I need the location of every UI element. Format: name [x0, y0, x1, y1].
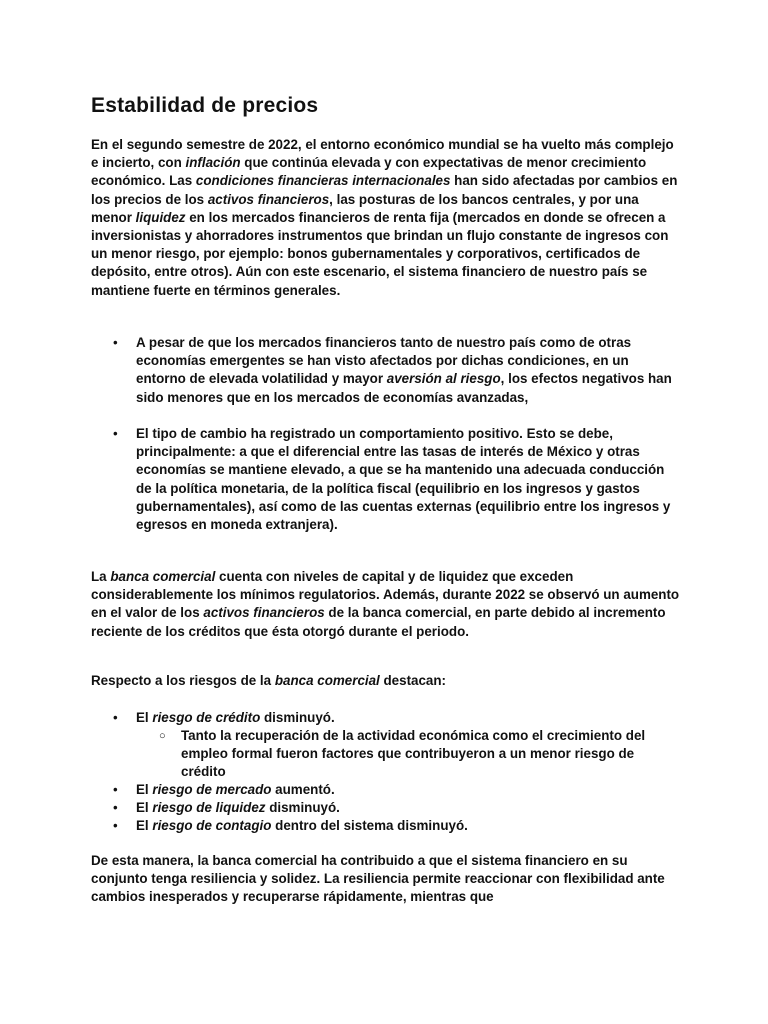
text-run: de la banca comercial, en parte debido al incremento reciente de los créditos que ésta otorgó durante el periodo. — [91, 605, 666, 639]
list-item-tipo-de-cambio: El tipo de cambio ha registrado un comportamiento positivo. Esto se debe, principalmente: a que el diferencial entre las tasas de interés de México y otras economías se mantiene elevado, a que se ha mantenido una adecuada conducción de la política monetaria, de la política fiscal (equilibrio en los ingresos y gastos gubernamentales), así como de las cuentas externas (equilibrio entre los ingresos y egresos en moneda extranjera). — [136, 426, 671, 533]
term-banca-comercial: banca comercial — [274, 673, 380, 688]
text-run: , los efectos negativos han sido menores que en los mercados de economías avanzadas, — [136, 371, 672, 405]
text-run: en los mercados financieros de renta fija (mercados en donde se ofrecen a inversionistas y ahorradores instrumentos que brindan un flujo constante de ingresos con un menor riesgo, por ejemplo: bonos gubernamentales y corporativos, certificados de depósito, entre otros). Aún con este escenario, el sistema financiero de nuestro país se mantiene fuerte en términos generales. — [91, 209, 669, 298]
text-run: El — [136, 818, 153, 833]
text-run: disminuyó. — [260, 710, 335, 725]
text-run: , las posturas de los bancos centrales, y por una menor — [91, 191, 639, 225]
circle-bullet-icon: ○ — [159, 730, 166, 742]
text-run: En el segundo semestre de 2022, el entorno económico mundial se ha vuelto más complejo e incierto, con — [91, 137, 674, 171]
term-riesgo-mercado: riesgo de mercado — [152, 782, 272, 797]
text-run: aumentó. — [271, 782, 335, 797]
page-title: Estabilidad de precios — [91, 94, 319, 117]
sublist-item-recuperacion: Tanto la recuperación de la actividad económica como el crecimiento del empleo formal fueron factores que contribuyeron a un menor riesgo de crédito — [181, 728, 646, 780]
term-condiciones-financieras: condiciones financieras internacionales — [195, 173, 451, 189]
text-run: La — [91, 569, 111, 584]
term-riesgo-contagio: riesgo de contagio — [152, 818, 272, 833]
list-item-riesgo-credito — [136, 709, 681, 727]
text-run: cuenta con niveles de capital y de liquidez que exceden considerablemente los mínimos regulatorios. Además, durante 2022 se observó un aumento en el valor de los — [91, 569, 680, 621]
paragraph-riesgos — [91, 672, 681, 690]
text-run: A pesar de que los mercados financieros tanto de nuestro país como de otras economías emergentes se han visto afectados por dichas condiciones, en un entorno de elevada volatilidad y mayor — [136, 335, 632, 387]
term-liquidez: liquidez — [135, 209, 186, 225]
list-item-mercados — [136, 334, 681, 407]
bullet-icon: • — [113, 800, 118, 815]
bullet-icon: • — [113, 782, 118, 797]
term-aversion-al-riesgo: aversión al riesgo — [386, 371, 501, 387]
term-riesgo-credito: riesgo de crédito — [152, 710, 261, 725]
text-run: dentro del sistema disminuyó. — [271, 818, 468, 833]
term-activos-financieros: activos financieros — [203, 605, 325, 621]
bullet-icon: • — [113, 335, 118, 350]
term-banca-comercial: banca comercial — [110, 569, 216, 584]
paragraph-conclusion: De esta manera, la banca comercial ha contribuido a que el sistema financiero en su conjunto tenga resiliencia y solidez. La resiliencia permite reaccionar con flexibilidad ante cambios inesperados y recuperarse rápidamente, mientras que — [91, 853, 665, 905]
term-activos-financieros: activos financieros — [207, 191, 330, 207]
text-run: El — [136, 710, 153, 725]
list-item-riesgo-liquidez — [136, 799, 681, 817]
text-run: destacan: — [379, 673, 447, 688]
text-run: Respecto a los riesgos de la — [91, 673, 275, 688]
paragraph-intro — [91, 136, 681, 300]
bullet-icon: • — [113, 426, 118, 441]
text-run: que continúa elevada y con expectativas de menor crecimiento económico. Las — [91, 155, 647, 189]
bullet-icon: • — [113, 710, 118, 725]
term-riesgo-liquidez: riesgo de liquidez — [152, 800, 266, 815]
paragraph-banca-comercial — [91, 568, 681, 641]
list-item-riesgo-contagio — [136, 817, 681, 835]
text-run: El — [136, 800, 153, 815]
bullet-icon: • — [113, 818, 118, 833]
text-run: El — [136, 782, 153, 797]
text-run: han sido afectadas por cambios en los precios de los — [91, 173, 678, 207]
term-inflacion: inflación — [185, 155, 241, 171]
list-item-riesgo-mercado — [136, 781, 681, 799]
text-run: disminuyó. — [265, 800, 340, 815]
